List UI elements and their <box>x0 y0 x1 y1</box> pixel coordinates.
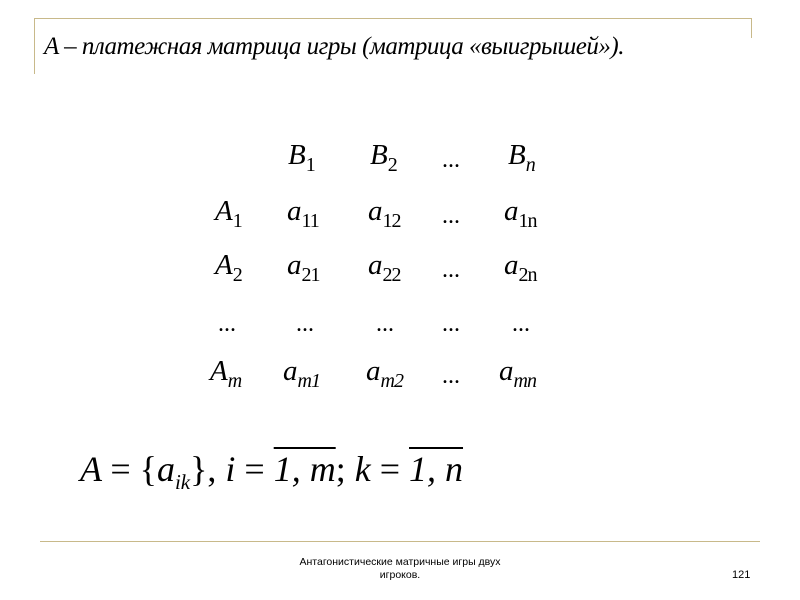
matrix-header-b1: $B_1$ <box>288 139 315 176</box>
matrix-dots-col0: ... <box>218 311 236 337</box>
footer-line-1: Антагонистические матричные игры двух <box>299 556 501 568</box>
matrix-row2-dots: ... <box>442 257 460 283</box>
matrix-dots-col1: ... <box>296 311 314 337</box>
matrix-cell-am2: $a_{m2}$ <box>366 355 403 392</box>
footer-divider <box>40 541 760 542</box>
matrix-row-a1: $A_1$ <box>215 195 242 232</box>
page-number: 121 <box>732 569 751 581</box>
matrix-row-a2: $A_2$ <box>215 249 242 286</box>
frame-top-line <box>34 18 752 19</box>
matrix-header-b2: $B_2$ <box>370 139 397 176</box>
matrix-cell-a22: $a_{22}$ <box>368 249 401 286</box>
matrix-header-dots: ... <box>442 147 460 173</box>
range-1-n: 1, n <box>409 449 464 489</box>
matrix-row1-dots: ... <box>442 203 460 229</box>
matrix-header-bn: $B_n$ <box>508 139 535 176</box>
frame-left-line <box>34 18 35 74</box>
matrix-cell-a1n: $a_{1n}$ <box>504 195 537 232</box>
matrix-cell-a21: $a_{21}$ <box>287 249 320 286</box>
matrix-cell-a11: $a_{11}$ <box>287 195 319 232</box>
matrix-dots-col2: ... <box>376 311 394 337</box>
range-1-m: 1, m <box>273 449 336 489</box>
matrix-cell-amn: $a_{mn}$ <box>499 355 536 392</box>
matrix-cell-am1: $a_{m1}$ <box>283 355 320 392</box>
matrix-rowm-dots: ... <box>442 363 460 389</box>
matrix-row-am: $A_m$ <box>210 355 242 392</box>
matrix-dots-col3: ... <box>442 311 460 337</box>
matrix-dots-col4: ... <box>512 311 530 337</box>
matrix-definition-formula: $A = \{a_{ik}\}$, i = 1, m; k = 1, n <box>80 449 464 494</box>
matrix-cell-a12: $a_{12}$ <box>368 195 401 232</box>
footer-line-2: игроков. <box>379 569 421 581</box>
frame-right-line <box>751 18 752 38</box>
matrix-cell-a2n: $a_{2n}$ <box>504 249 537 286</box>
slide-title: A – платежная матрица игры (матрица «выигрышей»). <box>44 33 624 60</box>
footer-caption <box>250 556 550 582</box>
